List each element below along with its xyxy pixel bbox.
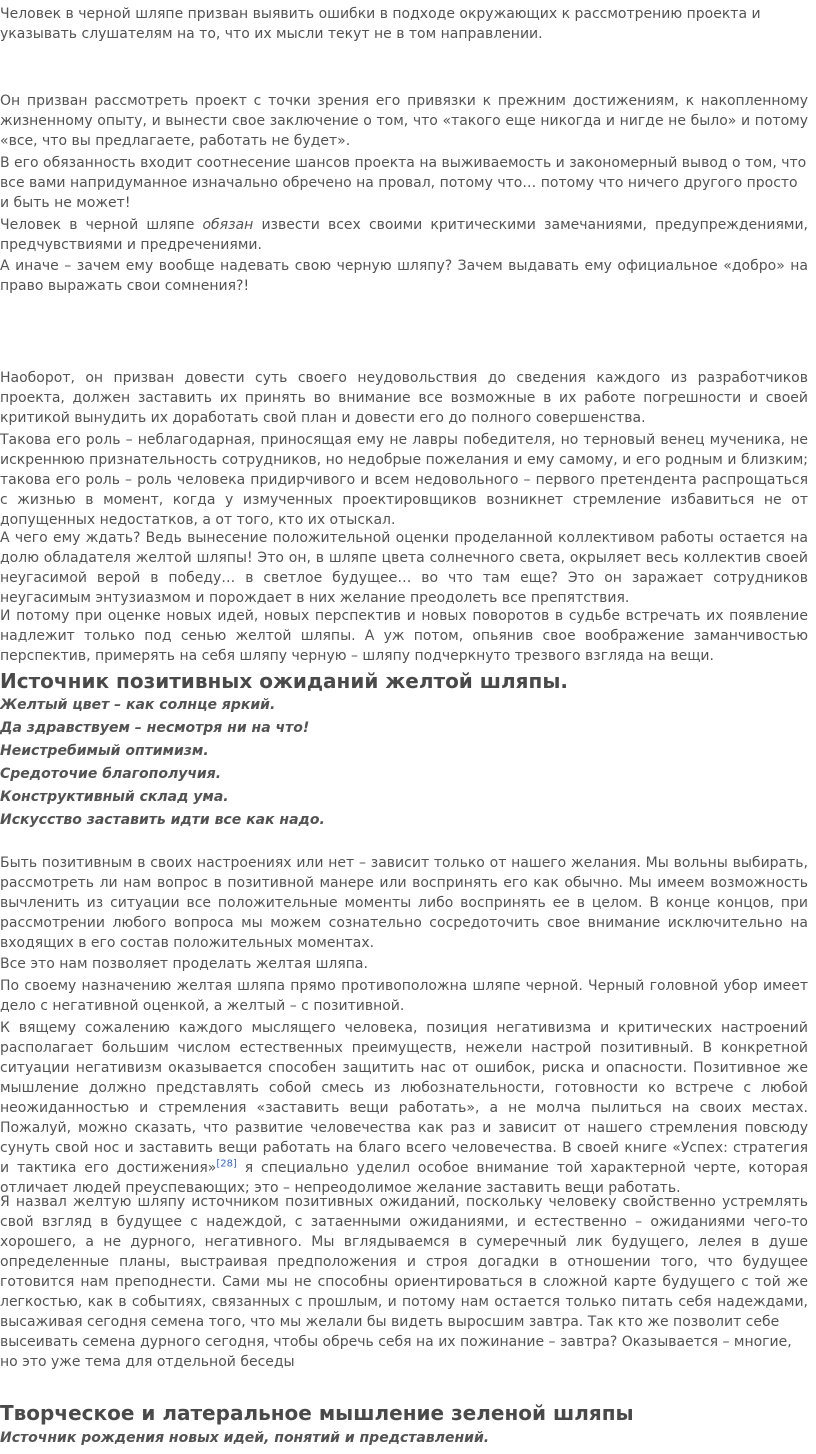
list-item: Желтый цвет – как солнце яркий. [0,697,276,713]
paragraph-negativism [0,1018,808,1198]
list-item: Конструктивный склад ума. [0,789,229,805]
yellow-hat-list [0,694,808,832]
paragraph-be-positive: Быть позитивным в своих настроениях или нет – зависит только от нашего желания. Мы вольны выбирать, рассмотреть ли нам вопрос в позитивной манере или воспринять его как обычно. Мы имеем возможность вычленить из ситуации все положительные моменты либо воспринять ее в целом. В конце концов, при рассмотрении любого вопроса мы можем сознательно сосредоточить свое внимание исключительно на входящих в его состав положительных моментах. [0,855,808,951]
paragraph-obliged-start: Человек в черной шляпе [0,217,203,233]
paragraph-thankless-role: Такова его роль – неблагодарная, приносящая ему не лавры победителя, но терновый венец мученика, не искреннюю признательность сотрудников, но недобрые пожелания и ему самому, и его родным и близким; такова его роль – роль человека придирчивого и всем недовольного – первого претендента распрощаться с жизнью в момент, когда у измученных проектировщиков возникнет стремление избавиться не от допущенных недостатков, а от того, кто их отыскал. [0,432,808,528]
paragraph-survival-chances: В его обязанность входит соотнесение шансов проекта на выживаемость и закономерный вывод о том, что все вами напридуманное изначально обречено на провал, потому что… потому что ничего другого просто и быть не может! [0,155,807,211]
paragraph-what-to-expect: А чего ему ждать? Ведь вынесение положительной оценки проделанной коллективом работы остается на долю обладателя желтой шляпы! Это он, в шляпе цвета солнечного света, окрыляет весь коллектив своей неугасимой верой в победу… в светлое будущее… во что там еще? Это он заражает сотрудников неугасимым энтузиазмом и порождает в них желание преодолеть все препятствия. [0,530,808,606]
paragraph-black-hat-role: Человек в черной шляпе призван выявить ошибки в подходе окружающих к рассмотрению проекта и указывать слушателям на то, что их мысли текут не в том направлении. [0,6,761,42]
paragraph-positive-expectations: Я назвал желтую шляпу источником позитивных ожиданий, поскольку человеку свойственно устремлять свой взгляд в будущее с надеждой, с затаенными ожиданиями, и естественно – ожиданиями чего-то хорошего, а не дурного, негативного. Мы вглядываемся в сумеречный лик будущего, лелея в душе определенные планы, выстраивая предположения и строя догадки в отношении того, что будущее готовится нам преподнести. Сами мы не способны ориентироваться в сложной карте будущего с той же легкостью, как в событиях, связанных с прошлым, и потому нам остается только питать себя надеждами, высаживая сегодня семена того, что мы желали бы видеть выросшим завтра. Так кто же позволит себе [0,1194,808,1330]
paragraph-new-ideas: И потому при оценке новых идей, новых перспектив и новых поворотов в судьбе встречать их появление надлежит только под сенью желтой шляпы. А уж потом, опьянив свое воображение заманчивостью перспектив, примерять на себя шляпу черную – шляпу подчеркнуто трезвого взгляда на вещи. [0,608,808,664]
list-item: Да здравствуем – несмотря ни на что! [0,720,310,736]
paragraph-obliged [0,215,808,255]
list-item: Искусство заставить идти все как надо. [0,812,325,828]
green-hat-subtitle: Источник рождения новых идей, понятий и представлений. [0,1430,490,1446]
paragraph-sow-seeds: высеивать семена дурного сегодня, чтобы обречь себя на их пожинание – завтра? Оказывается – многие, но это уже тема для отдельной беседы [0,1334,792,1370]
footnote-link[interactable]: [28] [216,1158,237,1170]
paragraph-past-experience: Он призван рассмотреть проект с точки зрения его привязки к прежним достижениям, к накопленному жизненному опыту, и вынести свое заключение о том, что «такого еще никогда и нигде не было» и потому «все, что вы предлагаете, работать не будет». [0,93,808,149]
paragraph-yellow-allows: Все это нам позволяет проделать желтая шляпа. [0,956,368,972]
paragraph-negativism-start: К вящему сожалению каждого мыслящего человека, позиция негативизма и критических настроений располагает большим числом естественных преимуществ, нежели настрой позитивный. В конкретной ситуации негативизм оказывается способен защитить нас от ошибок, риска и опасности. Позитивное же мышление должно представлять собой смесь из любознательности, готовности ко встрече с любой неожиданностью и стремления «заставить вещи работать», а не молча пылиться на своих местах. Пожалуй, можно сказать, что развитие человечества как раз и зависит от нашего стремления повсюду сунуть свой нос и заставить вещи работать на благо всего человечества. В своей книге «Успех: стратегия и тактика его достижения» [0,1020,808,1176]
heading-yellow-hat: Источник позитивных ожиданий желтой шляпы. [0,669,569,693]
paragraph-obliged-end: извести всех своими критическими замечаниями, предупреждениями, предчувствиями и предречениями. [0,217,808,253]
paragraph-why-hat: А иначе – зачем ему вообще надевать свою черную шляпу? Зачем выдавать ему официальное «добро» на право выражать свои сомнения?! [0,258,808,294]
paragraph-opposite-black: По своему назначению желтая шляпа прямо противоположна шляпе черной. Черный головной убор имеет дело с негативной оценкой, а желтый – с позитивной. [0,978,808,1014]
emphasis-obliged: обязан [202,217,254,233]
heading-green-hat: Творческое и латеральное мышление зеленой шляпы [0,1401,634,1425]
paragraph-on-the-contrary: Наоборот, он призван довести суть своего неудовольствия до сведения каждого из разработчиков проекта, должен заставить их принять во внимание все возможные в их работе погрешности и своей критикой вынудить их доработать свой план и довести его до полного совершенства. [0,370,808,426]
list-item: Неистребимый оптимизм. [0,743,209,759]
list-item: Средоточие благополучия. [0,766,222,782]
paragraph-negativism-end: я специально уделил особое внимание той характерной черте, которая отличает людей преуспевающих; это – непреодолимое желание заставить вещи работать. [0,1160,809,1196]
